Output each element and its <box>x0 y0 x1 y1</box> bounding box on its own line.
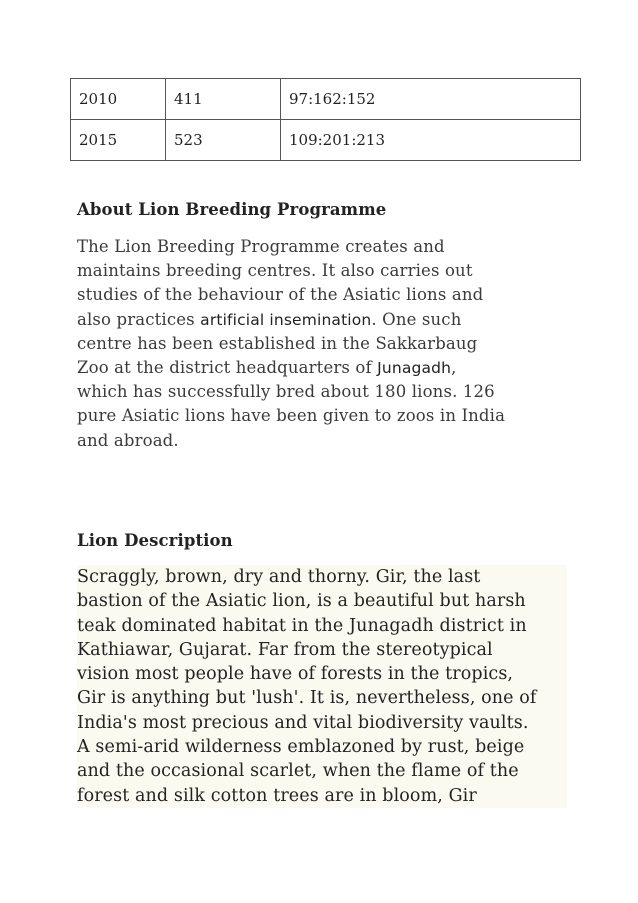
paragraph-line: teak dominated habitat in the Junagadh district in <box>77 614 567 638</box>
paragraph-line: forest and silk cotton trees are in bloom, Gir <box>77 784 567 808</box>
paragraph-line: and the occasional scarlet, when the flame of the <box>77 759 567 783</box>
section-heading-breeding: About Lion Breeding Programme <box>77 200 387 219</box>
paragraph-line: Scraggly, brown, dry and thorny. Gir, the last <box>77 565 567 589</box>
paragraph-line: Zoo at the district headquarters of Junagadh, <box>77 358 457 378</box>
paragraph-line: pure Asiatic lions have been given to zoos in India <box>77 406 506 426</box>
paragraph-line: studies of the behaviour of the Asiatic lions and <box>77 285 484 305</box>
lion-census-table <box>70 78 581 161</box>
paragraph-line: The Lion Breeding Programme creates and <box>77 237 445 256</box>
paragraph-line: maintains breeding centres. It also carries out <box>77 261 473 281</box>
breeding-paragraph <box>77 235 567 453</box>
year-cell: 2015 <box>71 120 166 161</box>
paragraph-line: bastion of the Asiatic lion, is a beautiful but harsh <box>77 589 567 613</box>
total-cell: 523 <box>166 120 281 161</box>
paragraph-line: centre has been established in the Sakkarbaug <box>77 333 478 353</box>
total-cell: 411 <box>166 79 281 120</box>
artificial-insemination-link[interactable]: artificial insemination <box>200 310 372 329</box>
ratio-cell: 109:201:213 <box>281 120 581 161</box>
table-row <box>71 120 581 161</box>
paragraph-line: also practices artificial insemination. One such <box>77 309 462 329</box>
paragraph-line: A semi-arid wilderness emblazoned by rust, beige <box>77 735 567 759</box>
paragraph-line: India's most precious and vital biodiversity vaults. <box>77 711 567 735</box>
description-paragraph <box>77 565 567 808</box>
paragraph-line: vision most people have of forests in the tropics, <box>77 662 567 686</box>
paragraph-line: which has successfully bred about 180 lions. 126 <box>77 382 495 402</box>
ratio-cell: 97:162:152 <box>281 79 581 120</box>
section-heading-description: Lion Description <box>77 531 233 550</box>
junagadh-link[interactable]: Junagadh <box>377 359 452 378</box>
paragraph-line: and abroad. <box>77 430 179 450</box>
paragraph-line: Gir is anything but 'lush'. It is, nevertheless, one of <box>77 686 567 710</box>
year-cell: 2010 <box>71 79 166 120</box>
paragraph-line: Kathiawar, Gujarat. Far from the stereotypical <box>77 638 567 662</box>
table-row <box>71 79 581 120</box>
